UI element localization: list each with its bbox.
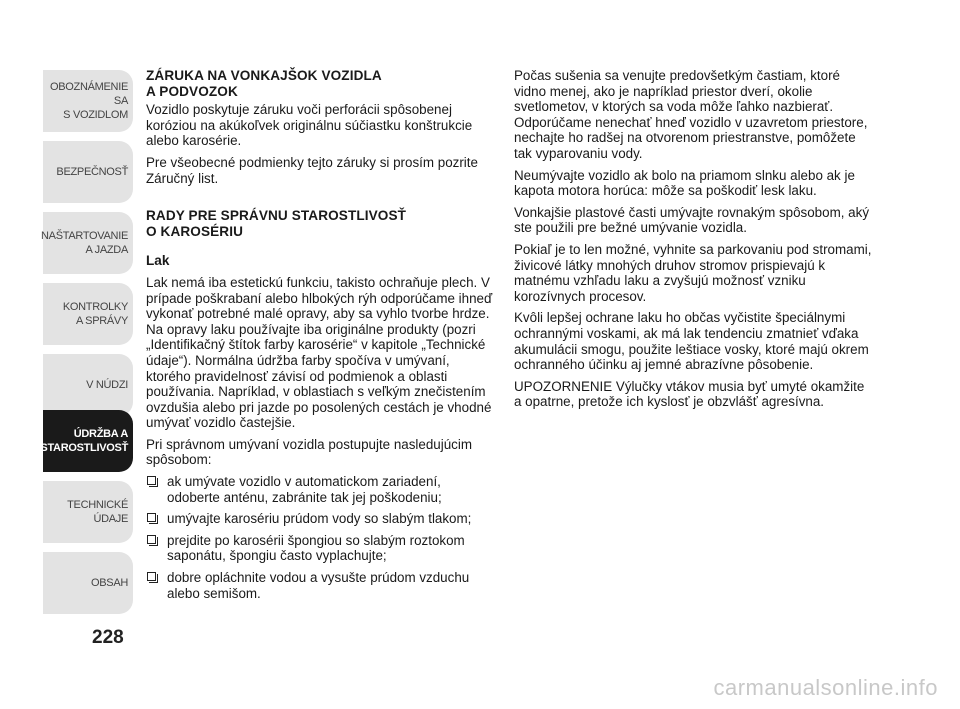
bullet-list xyxy=(146,474,496,601)
tab-udrzba-active[interactable] xyxy=(40,410,133,472)
checkbox-bullet-icon xyxy=(147,513,156,522)
heading-line: ZÁRUKA NA VONKAJŠOK VOZIDLA xyxy=(146,68,382,83)
paragraph: UPOZORNENIE Výlučky vtákov musia byť umyté okamžite a opatrne, pretože ich kyslosť je obzvlášť agresívna. xyxy=(514,378,865,410)
paragraph: Počas sušenia sa venujte predovšetkým častiam, ktoré vidno menej, ako je napríklad priestor dverí, okolie svetlometov, v ktorých sa voda môže ľahko nazbierať. Odporúčame nenechať hneď vozidlo v uzavretom priestore, nechajte ho radšej na otvorenom priestranstve, pomôžete tak vyparovaniu vody. xyxy=(514,68,868,161)
paragraph: Lak nemá iba estetickú funkciu, takisto ochraňuje plech. V prípade poškrabaní alebo hlbokých rýh odporúčame ihneď vykonať potrebné malé opravy, aby sa vyhlo tvorbe hrdze. Na opravy laku používajte iba originálne produkty (pozri „Identifikačný štítok farby karosérie“ v kapitole „Technické údaje“). Normálna údržba farby spočíva v umývaní, ktorého pravidelnosť závisí od podmienok a oblasti používania. Napríklad, v oblastiach s veľkým znečistením ovzdušia alebo pri jazde po posolených cestách je vhodné umývať vozidlo častejšie. xyxy=(146,274,493,431)
tab-label: BEZPEČNOSŤ xyxy=(56,166,128,178)
tab-kontrolky[interactable] xyxy=(43,283,133,345)
paragraph: Vonkajšie plastové časti umývajte rovnakým spôsobom, aký ste použili pre bežné umývanie vozidla. xyxy=(514,204,870,236)
paragraph: Kvôli lepšej ochrane laku ho občas vyčistite špeciálnymi ochrannými voskami, ak má lak tendenciu zmatnieť vďaka akumulácii smogu, použite leštiace vosky, ktoré majú okrem ochranného účinku aj jemné abrazívne pôsobenie. xyxy=(514,310,869,373)
tab-nastartovanie[interactable] xyxy=(43,212,133,274)
paragraph: Pre všeobecné podmienky tejto záruky si prosím pozrite Záručný list. xyxy=(146,154,478,186)
section-heading xyxy=(146,208,496,239)
page-number: 228 xyxy=(92,627,124,648)
tab-technicke-udaje[interactable] xyxy=(43,481,133,543)
checkbox-bullet-icon xyxy=(147,476,156,485)
list-item-text: prejdite po karosérii špongiou so slabým roztokom saponátu, špongiu často vyplachujte; xyxy=(167,532,465,564)
list-item-text: dobre opláchnite vodou a vysušte prúdom vzduchu alebo semišom. xyxy=(167,570,470,601)
section-heading xyxy=(146,68,496,99)
subheading: Lak xyxy=(146,253,170,269)
heading-line: O KAROSÉRIU xyxy=(146,223,244,239)
tab-v-nudzi[interactable] xyxy=(43,354,133,416)
tab-label: V NÚDZI xyxy=(86,379,128,391)
list-item xyxy=(146,511,496,527)
checkbox-bullet-icon xyxy=(147,572,156,581)
checkbox-bullet-icon xyxy=(147,535,156,544)
tab-label: OBSAH xyxy=(90,577,128,589)
paragraph: Neumývajte vozidlo ak bolo na priamom slnku alebo ak je kapota motora horúca: môže sa poškodiť lesk laku. xyxy=(514,167,855,199)
paragraph: Pri správnom umývaní vozidla postupujte nasledujúcim spôsobom: xyxy=(146,436,472,468)
tab-label: NAŠTARTOVANIE A JAZDA xyxy=(41,230,128,256)
tab-label: KONTROLKY A SPRÁVY xyxy=(62,301,128,327)
tab-bezpecnost[interactable] xyxy=(43,141,133,203)
list-item-text: umývajte karosériu prúdom vody so slabým tlakom; xyxy=(167,511,472,527)
heading-line: RADY PRE SPRÁVNU STAROSTLIVOSŤ xyxy=(146,208,407,224)
heading-line: A PODVOZOK xyxy=(146,83,238,99)
tab-label: ÚDRŽBA A STAROSTLIVOSŤ xyxy=(40,428,128,454)
right-column xyxy=(514,68,874,416)
watermark: carmanualsonline.info xyxy=(713,675,938,700)
tab-label: OBOZNÁMENIE SA S VOZIDLOM xyxy=(50,81,128,121)
list-item xyxy=(146,570,496,601)
paragraph: Pokiaľ je to len možné, vyhnite sa parkovaniu pod stromami, živicové látky mnohých druhov stromov prispievajú k matnému vzhľadu laku a zvyšujú možnosť vzniku korozívnych procesov. xyxy=(514,241,872,304)
tab-label: TECHNICKÉ ÚDAJE xyxy=(67,499,128,525)
list-item-text: ak umývate vozidlo v automatickom zariadení, odoberte anténu, zabránite tak jej poškodeniu; xyxy=(167,474,442,505)
paragraph: Vozidlo poskytuje záruku voči perforácii spôsobenej koróziou na akúkoľvek originálnu súčiastku konštrukcie alebo karosérie. xyxy=(146,102,473,149)
list-item xyxy=(146,533,496,564)
left-column xyxy=(146,68,496,607)
list-item xyxy=(146,474,496,505)
tab-oboznamenie[interactable] xyxy=(43,70,133,132)
tab-obsah[interactable] xyxy=(43,552,133,614)
